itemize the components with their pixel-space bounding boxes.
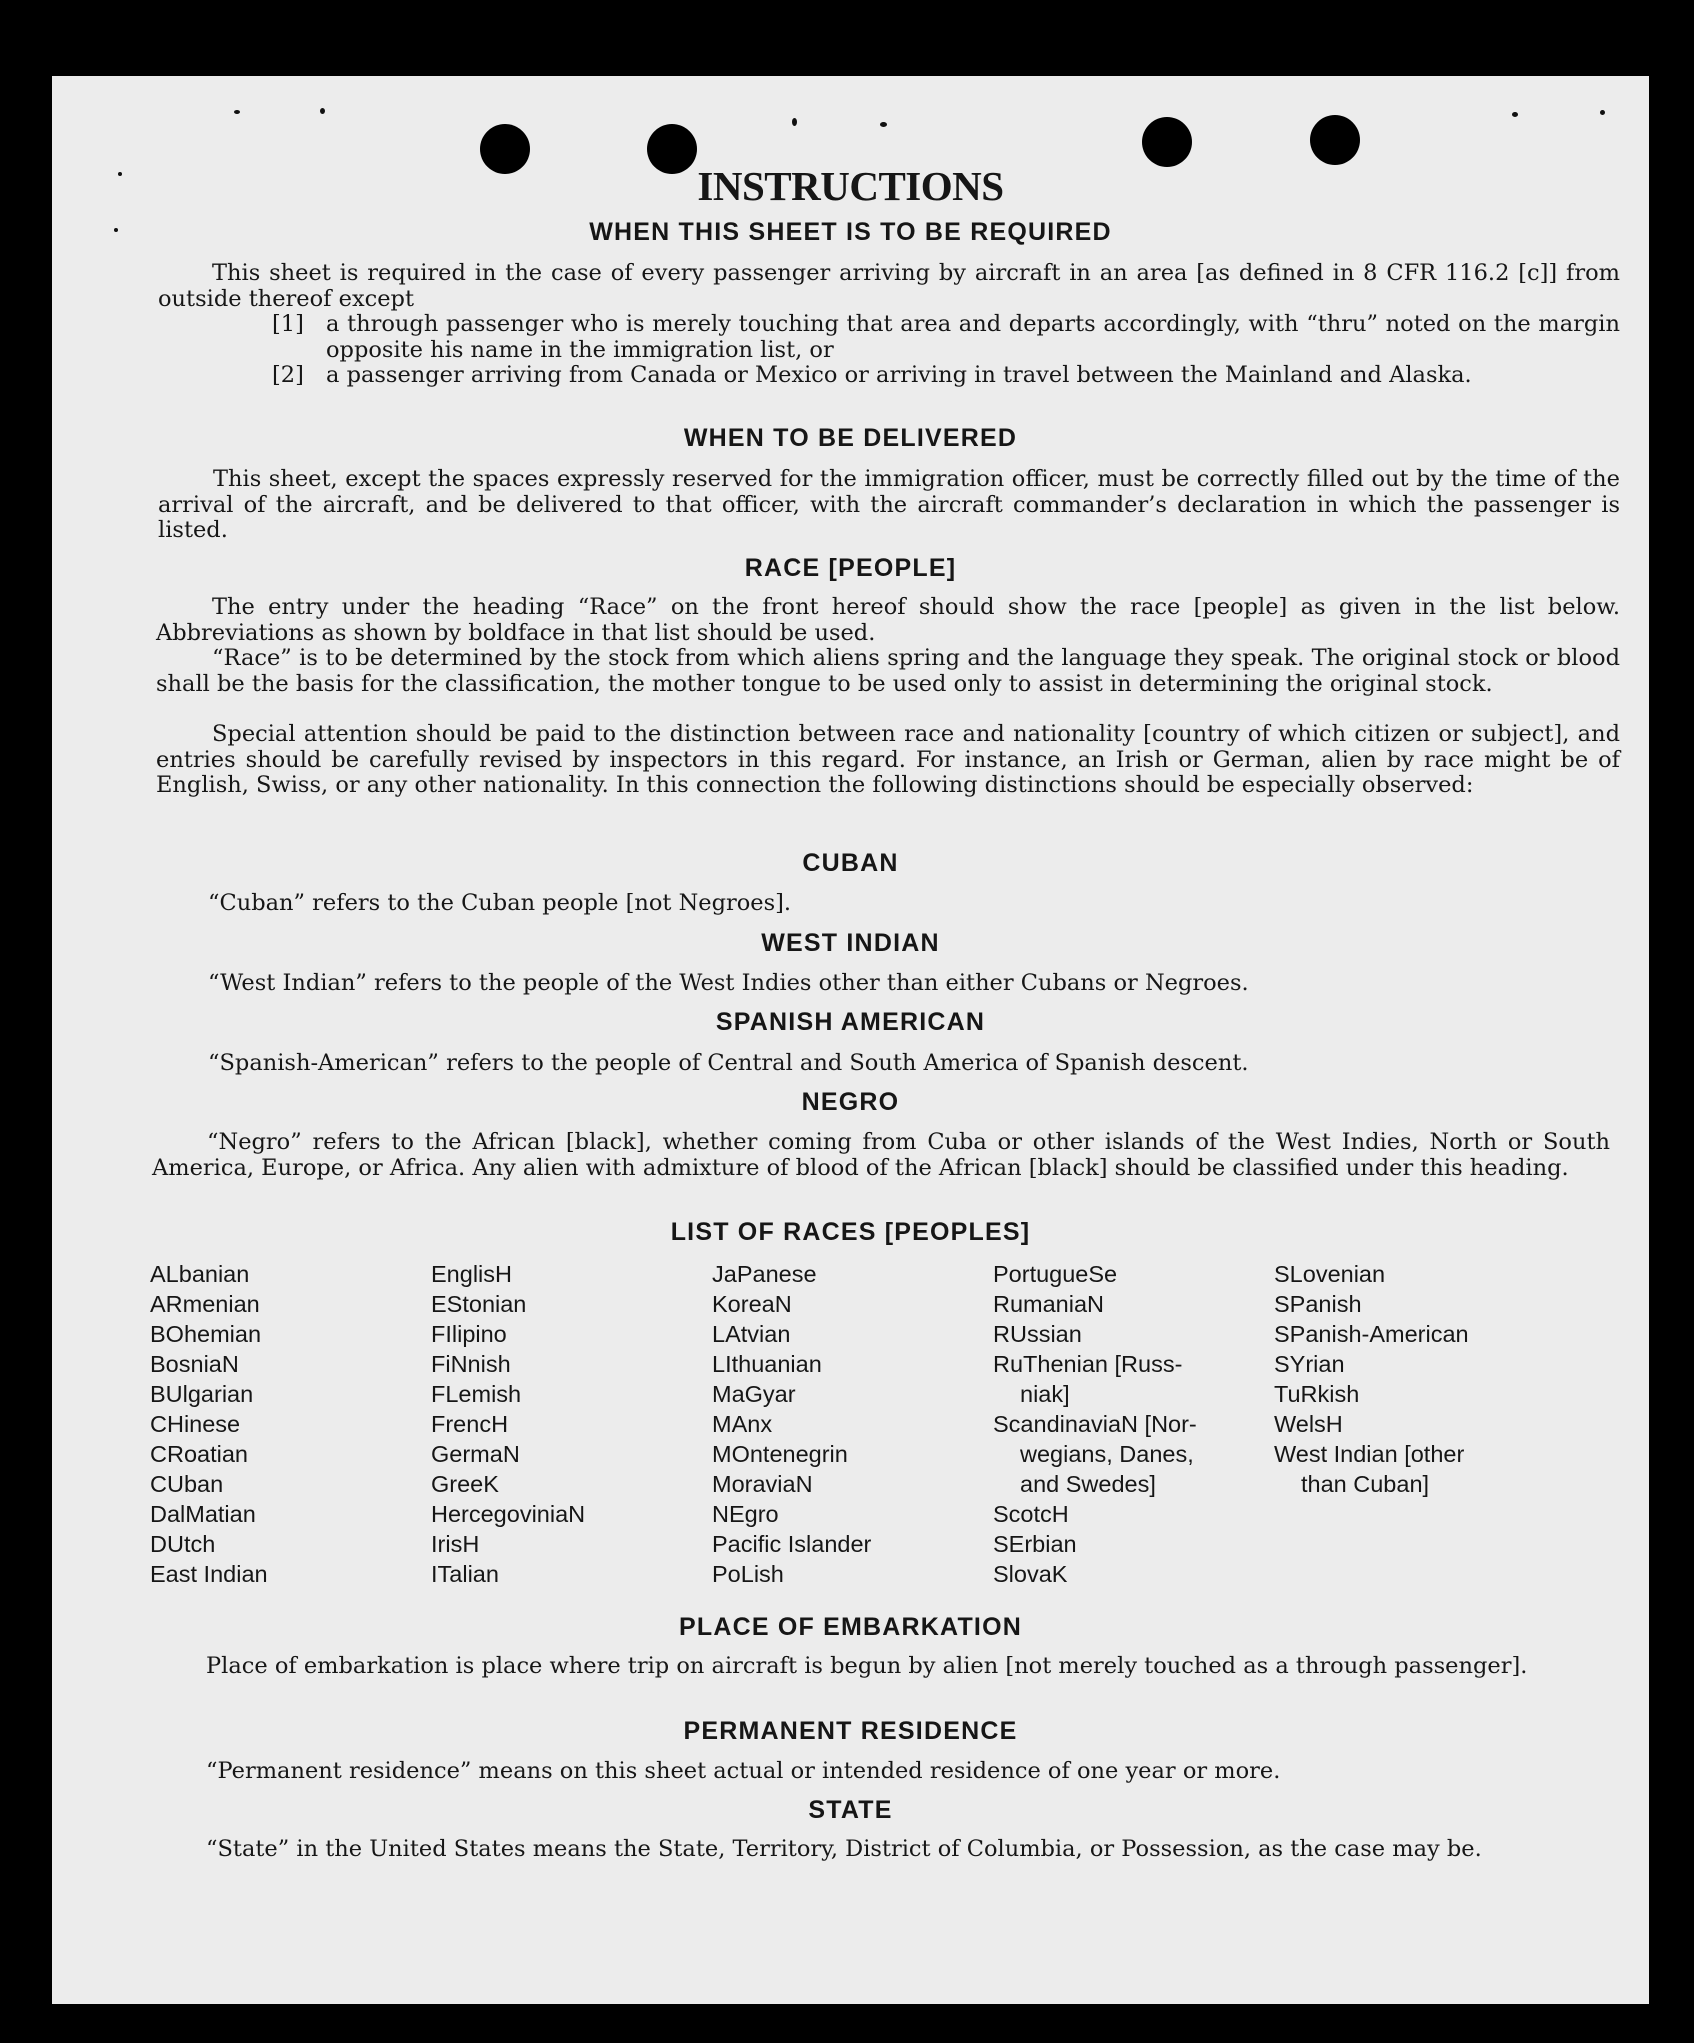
races-column-4 <box>993 1259 1197 1589</box>
item-text: a through passenger who is merely touching that area and departs accordingly, with “thru” noted on the margin opposite his name in the immigration list, or <box>326 311 1620 363</box>
heading-residence: PERMANENT RESIDENCE <box>683 1717 1018 1745</box>
heading-spanish-american: SPANISH AMERICAN <box>715 1008 986 1036</box>
required-item-1 <box>272 312 1620 363</box>
race-item: MOntenegrin <box>712 1441 848 1467</box>
heading-west-indian: WEST INDIAN <box>761 929 940 957</box>
race-item: ARmenian <box>150 1291 260 1317</box>
race-item: ScotcH <box>993 1501 1069 1527</box>
spanish-american-text: “Spanish-American” refers to the people of Central and South America of Spanish descent. <box>208 1050 1249 1076</box>
race-item: DUtch <box>150 1531 216 1557</box>
race-item: BUlgarian <box>150 1381 254 1407</box>
race-item: RuThenian [Russ- <box>993 1351 1183 1377</box>
race-item: CRoatian <box>150 1441 248 1467</box>
heading-race: RACE [PEOPLE] <box>744 554 957 582</box>
race-item: ScandinaviaN [Nor- <box>993 1411 1197 1437</box>
race-item: GermaN <box>431 1441 520 1467</box>
races-column-5 <box>1274 1259 1469 1499</box>
race-item: SErbian <box>993 1531 1077 1557</box>
race-item-continued: niak] <box>1020 1381 1070 1407</box>
residence-text: “Permanent residence” means on this sheet actual or intended residence of one year or more. <box>206 1758 1281 1784</box>
race-item: GreeK <box>431 1471 499 1497</box>
page-title: INSTRUCTIONS <box>697 163 1004 209</box>
race-item: SPanish <box>1274 1291 1362 1317</box>
race-item: SlovaK <box>993 1561 1068 1587</box>
heading-list-of-races: LIST OF RACES [PEOPLES] <box>670 1218 1031 1246</box>
punch-hole <box>1142 117 1192 167</box>
race-item: DalMatian <box>150 1501 256 1527</box>
race-item: FiNnish <box>431 1351 511 1377</box>
heading-state: STATE <box>808 1796 893 1824</box>
race-item: East Indian <box>150 1561 268 1587</box>
race-item: IrisH <box>431 1531 480 1557</box>
race-item: LIthuanian <box>712 1351 822 1377</box>
race-item: MoraviaN <box>712 1471 813 1497</box>
race-item: ALbanian <box>150 1261 250 1287</box>
race-item-continued: wegians, Danes, <box>1020 1441 1194 1467</box>
race-item-continued: than Cuban] <box>1301 1471 1430 1497</box>
races-column-3 <box>712 1259 871 1589</box>
item-number: [2] <box>272 362 304 388</box>
negro-text: “Negro” refers to the African [black], whether coming from Cuba or other islands of the West Indies, North or South America, Europe, or Africa. Any alien with admixture of blood of the African [black] should be classified under this heading. <box>152 1129 1610 1181</box>
race-item: West Indian [other <box>1274 1441 1465 1467</box>
race-item: Pacific Islander <box>712 1531 872 1557</box>
race-item: BosniaN <box>150 1351 239 1377</box>
race-item: FLemish <box>431 1381 522 1407</box>
race-item: MaGyar <box>712 1381 796 1407</box>
race-item: EnglisH <box>431 1261 512 1287</box>
heading-embarkation: PLACE OF EMBARKATION <box>679 1613 1022 1641</box>
race-item: PoLish <box>712 1561 784 1587</box>
race-item: RumaniaN <box>993 1291 1105 1317</box>
required-list <box>272 312 1620 389</box>
race-paragraph-1: The entry under the heading “Race” on the front hereof should show the race [people] as given in the list below. Abbreviations as shown by boldface in that list should be used. <box>156 594 1620 646</box>
west-indian-text: “West Indian” refers to the people of the West Indies other than either Cubans or Negroes. <box>208 970 1249 996</box>
speck <box>880 122 887 127</box>
race-item: HercegoviniaN <box>431 1501 586 1527</box>
race-item: TuRkish <box>1274 1381 1360 1407</box>
race-item: BOhemian <box>150 1321 262 1347</box>
embarkation-text: Place of embarkation is place where trip on aircraft is begun by alien [not merely touched as a through passenger]. <box>206 1653 1528 1679</box>
heading-required: WHEN THIS SHEET IS TO BE REQUIRED <box>589 218 1112 246</box>
race-item: RUssian <box>993 1321 1082 1347</box>
heading-delivered: WHEN TO BE DELIVERED <box>683 424 1018 452</box>
race-item: ITalian <box>431 1561 499 1587</box>
heading-negro: NEGRO <box>801 1088 900 1116</box>
race-item: LAtvian <box>712 1321 791 1347</box>
race-item: MAnx <box>712 1411 773 1437</box>
state-text: “State” in the United States means the State, Territory, District of Columbia, or Possession, as the case may be. <box>206 1836 1482 1862</box>
heading-cuban: CUBAN <box>802 849 899 877</box>
speck <box>320 108 325 114</box>
required-item-2 <box>272 363 1620 389</box>
race-item: JaPanese <box>712 1261 817 1287</box>
race-item: FIlipino <box>431 1321 507 1347</box>
punch-hole <box>1310 115 1360 165</box>
race-item: SLovenian <box>1274 1261 1386 1287</box>
cuban-text: “Cuban” refers to the Cuban people [not Negroes]. <box>208 890 792 916</box>
race-item: EStonian <box>431 1291 527 1317</box>
race-item: WelsH <box>1274 1411 1343 1437</box>
race-item: PortugueSe <box>993 1261 1118 1287</box>
race-item: SYrian <box>1274 1351 1345 1377</box>
race-item: FrencH <box>431 1411 509 1437</box>
race-item: SPanish-American <box>1274 1321 1469 1347</box>
document-page <box>52 76 1649 2004</box>
race-item: NEgro <box>712 1501 779 1527</box>
race-item: CUban <box>150 1471 224 1497</box>
race-paragraph-2: “Race” is to be determined by the stock from which aliens spring and the language they speak. The original stock or blood shall be the basis for the classification, the mother tongue to be used only to assist in determining the original stock. <box>156 645 1620 697</box>
race-item-continued: and Swedes] <box>1020 1471 1156 1497</box>
delivered-text: This sheet, except the spaces expressly reserved for the immigration officer, must be correctly filled out by the time of the arrival of the aircraft, and be delivered to that officer, with the aircraft commander’s declaration in which the passenger is listed. <box>158 466 1620 543</box>
races-column-1 <box>150 1259 268 1589</box>
item-number: [1] <box>272 311 304 337</box>
race-paragraph-3: Special attention should be paid to the distinction between race and nationality [country of which citizen or subject], and entries should be carefully revised by inspectors in this regard. For instance, an Irish or German, alien by race might be of English, Swiss, or any other nationality. In this connection the following distinctions should be especially observed: <box>156 721 1620 798</box>
races-column-2 <box>431 1259 585 1589</box>
speck <box>234 110 240 114</box>
race-item: CHinese <box>150 1411 241 1437</box>
speck <box>792 118 797 126</box>
speck <box>1512 112 1518 117</box>
race-item: KoreaN <box>712 1291 792 1317</box>
item-text: a passenger arriving from Canada or Mexico or arriving in travel between the Mainland and Alaska. <box>326 362 1472 388</box>
required-intro: This sheet is required in the case of every passenger arriving by aircraft in an area [as defined in 8 CFR 116.2 [c]] from outside thereof except <box>158 260 1620 312</box>
speck <box>1600 110 1605 115</box>
